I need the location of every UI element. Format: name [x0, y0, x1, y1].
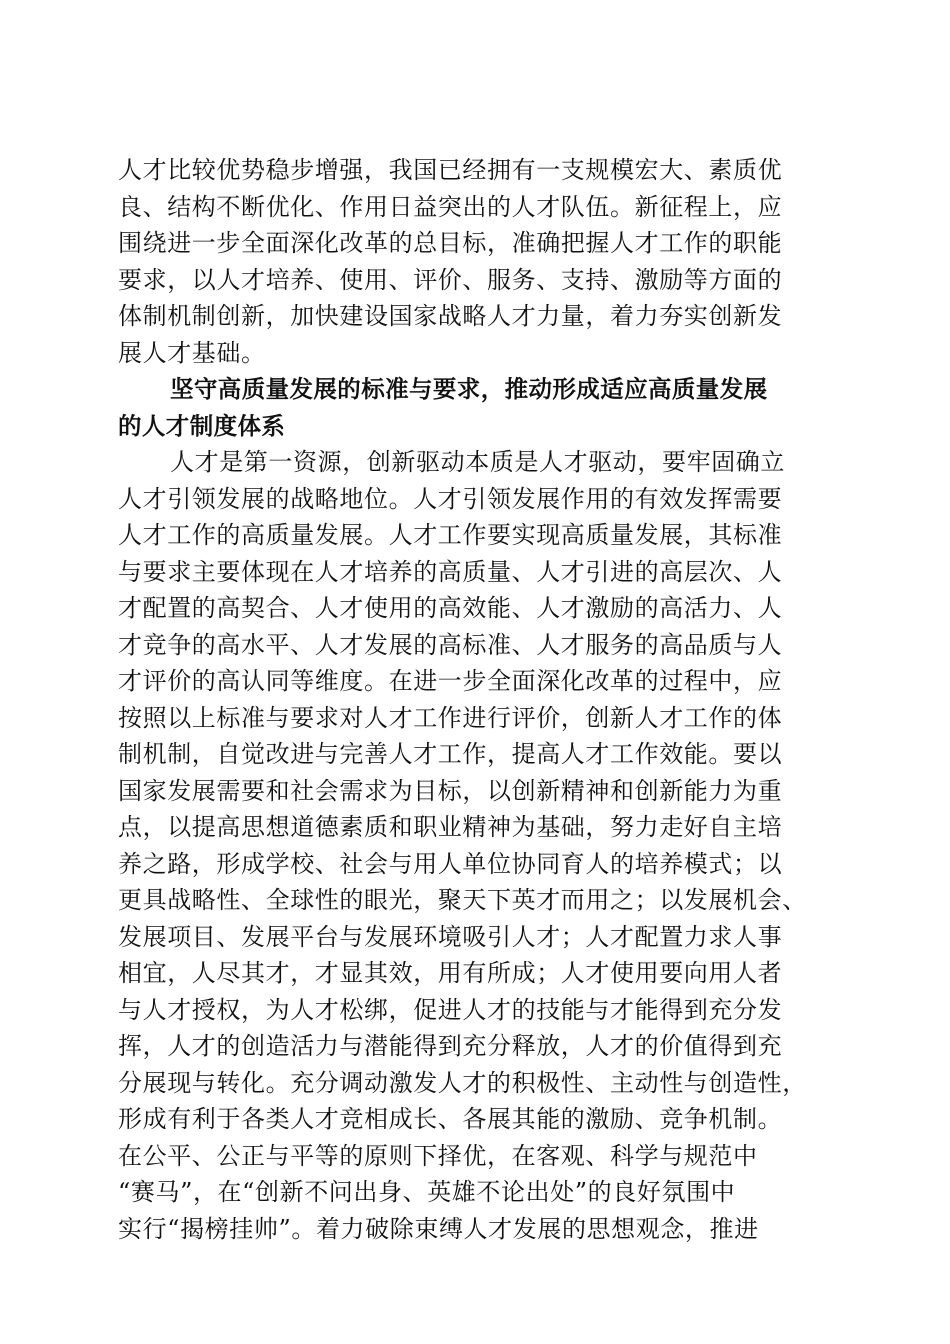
text-line: 与要求主要体现在人才培养的高质量、人才引进的高层次、人 [118, 557, 783, 586]
text-line: 才评价的高认同等维度。在进一步全面深化改革的过程中，应 [118, 667, 783, 695]
text-line: 围绕进一步全面深化改革的总目标，准确把握人才工作的职能 [118, 229, 783, 257]
text-line: 点，以提高思想道德素质和职业精神为基础，努力走好自主培 [118, 813, 783, 841]
text-line: 人才比较优势稳步增强，我国已经拥有一支规模宏大、素质优 [118, 156, 783, 184]
text-line: 在公平、公正与平等的原则下择优，在客观、科学与规范中 [118, 1141, 758, 1170]
text-line: 按照以上标准与要求对人才工作进行评价，创新人才工作的体 [118, 703, 783, 732]
text-line: 制机制，自觉改进与完善人才工作，提高人才工作效能。要以 [118, 740, 783, 768]
section-heading [118, 371, 830, 444]
text-line: 国家发展需要和社会需求为目标，以创新精神和创新能力为重 [118, 776, 783, 805]
heading-line: 坚守高质量发展的标准与要求，推动形成适应高质量发展 [170, 375, 768, 403]
text-line: 才配置的高契合、人才使用的高效能、人才激励的高活力、人 [118, 594, 783, 622]
text-line: 展人才基础。 [118, 338, 266, 367]
text-line: 才竞争的高水平、人才发展的高标准、人才服务的高品质与人 [118, 630, 783, 659]
text-line: 养之路，形成学校、社会与用人单位协同育人的培养模式；以 [118, 849, 783, 878]
text-line: 人才是第一资源，创新驱动本质是人才驱动，要牢固确立 [170, 448, 785, 476]
paragraph-talent-advantage [118, 152, 830, 371]
text-line: “赛马”，在“创新不问出身、英雄不论出处”的良好氛围中 [118, 1178, 736, 1206]
text-line: 相宜，人尽其才，才显其效，用有所成；人才使用要向用人者 [118, 959, 783, 987]
text-line: 挥，人才的创造活力与潜能得到充分释放，人才的价值得到充 [118, 1032, 783, 1060]
text-line: 要求，以人才培养、使用、评价、服务、支持、激励等方面的 [118, 265, 783, 294]
text-line: 人才工作的高质量发展。人才工作要实现高质量发展，其标准 [118, 521, 783, 549]
text-line: 分展现与转化。充分调动激发人才的积极性、主动性与创造性， [118, 1068, 807, 1097]
paragraph-talent-first-resource [118, 444, 830, 1247]
heading-line: 的人才制度体系 [118, 411, 286, 440]
text-line: 发展项目、发展平台与发展环境吸引人才；人才配置力求人事 [118, 922, 783, 951]
text-line: 人才引领发展的战略地位。人才引领发展作用的有效发挥需要 [118, 484, 783, 513]
text-line: 形成有利于各类人才竞相成长、各展其能的激励、竞争机制。 [118, 1105, 783, 1133]
text-line: 体制机制创新，加快建设国家战略人才力量，着力夯实创新发 [118, 302, 783, 330]
text-line: 实行“揭榜挂帅”。着力破除束缚人才发展的思想观念，推进 [118, 1214, 759, 1243]
document-body [118, 152, 830, 1247]
text-line: 良、结构不断优化、作用日益突出的人才队伍。新征程上，应 [118, 192, 783, 221]
text-line: 与人才授权，为人才松绑，促进人才的技能与才能得到充分发 [118, 995, 783, 1024]
text-line: 更具战略性、全球性的眼光，聚天下英才而用之；以发展机会、 [118, 886, 807, 914]
